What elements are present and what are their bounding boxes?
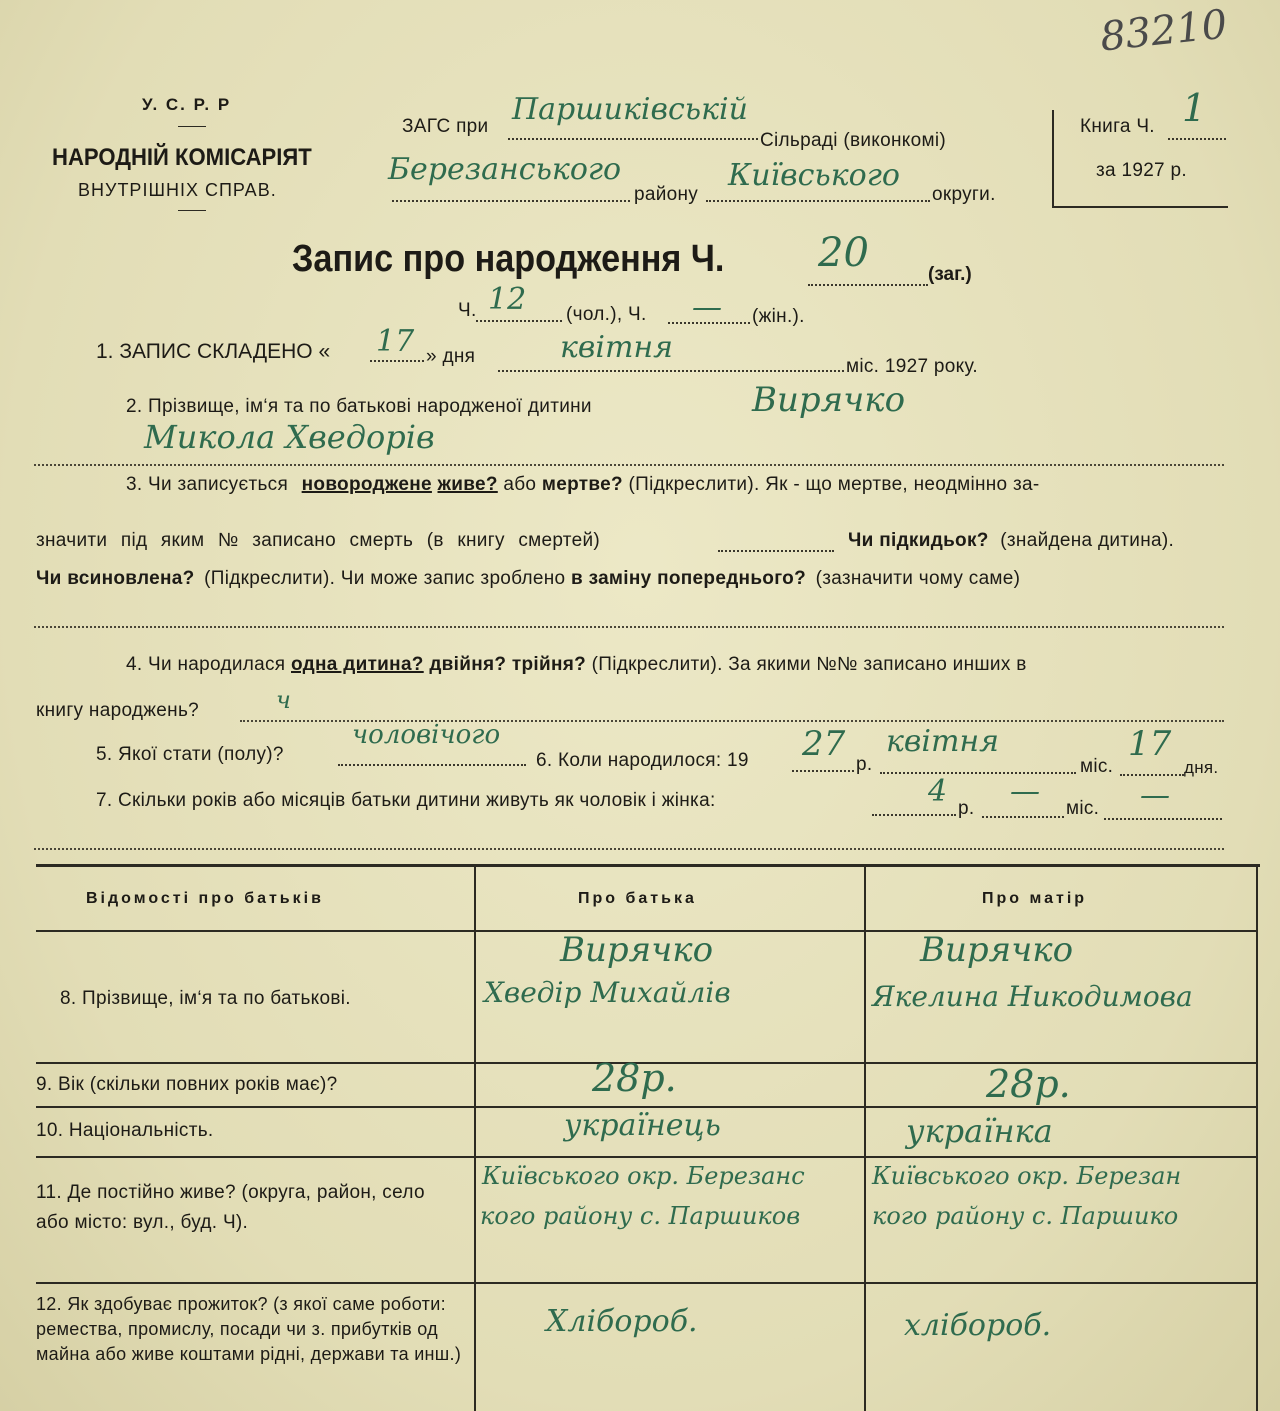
q4-l1a: 4. Чи народилася [126,654,286,675]
table-header-father: Про батька [578,890,697,907]
commissariat-subtitle: ВНУТРІШНІХ СПРАВ. [78,180,277,200]
row-11-mother-line1: Київського окр. Березан [872,1162,1182,1190]
q3-line1 [126,474,1040,496]
q7-r: р. [958,798,975,819]
q5-sex-line [338,764,526,766]
row-11-mother-line2: кого району с. Паршико [872,1202,1179,1230]
q3-l2c: (знайдена дитина). [1000,530,1175,551]
q5-sex: чоловічого [352,720,501,750]
q3-l2a: значити під яким № записано смерть (в книгу смертей) [36,530,600,551]
q4-single: одна дитина? [291,654,424,675]
q5-label: 5. Якої стати (полу)? [96,744,284,765]
row-8-mother-surname: Вирячко [920,930,1074,970]
male-label: (чол.), Ч. [566,304,647,325]
zags-prefix: ЗАГС при [402,116,489,137]
record-number-line [808,284,928,286]
issuer-divider-bottom [178,210,206,211]
q7-extra-line [1104,818,1222,820]
zags-district: Березанського [388,152,622,187]
row-10-mother: українка [906,1112,1053,1150]
q6-month: квітня [886,724,1000,759]
q7-years: 4 [928,774,948,809]
q7-extra: — [1140,778,1170,813]
row-12-mother: хлібороб. [904,1308,1052,1343]
q3-l1f: (Підкреслити). Як - що мертве, неодмінно за- [628,474,1040,495]
q1-month-line [498,370,844,372]
female-no: — [692,290,722,325]
q1-month: квітня [560,330,674,365]
row-10-bottom [36,1156,1258,1158]
q6-dnya: дня. [1184,758,1219,777]
q3-alive: живе? [437,474,498,495]
q7-mis: міс. [1066,798,1100,819]
book-label: Книга Ч. [1080,116,1155,137]
q4-line1 [126,654,1027,676]
row-8-mother-name: Якелина Никодимова [872,980,1193,1013]
row-8-father-surname: Вирячко [560,930,714,970]
child-name: Микола Хведорів [144,418,435,456]
q4-answer: ч [276,686,291,714]
book-number-line [1168,138,1226,140]
q6-day-line [1120,774,1184,776]
q3-l2b: Чи підкидьок? [848,530,989,551]
row-12-father: Хлібороб. [546,1304,698,1339]
row-12-label: 12. Як здобуває прожиток? (з якої саме роботи: ремества, промислу, посади чи з. прибутків од майна або живе коштами рідні, держави та инш.) [36,1294,462,1364]
q3-death-line [718,550,834,552]
zags-council: Сільраді (виконкомі) [760,130,946,151]
q7-years-line [872,814,956,816]
book-year: за 1927 р. [1096,160,1187,181]
zags-okrug-label: округи. [932,184,996,205]
row-8-father-name: Хведір Михайлів [484,976,731,1009]
issuer-divider-top [178,126,206,127]
q6-year: 27 [802,724,846,764]
q1-day-line [370,360,424,362]
q1-label: 1. ЗАПИС СКЛАДЕНО « [96,340,331,363]
q3-dead: мертве? [541,474,623,495]
male-no-line [476,320,562,322]
q1-day-suffix: » дня [426,346,476,367]
q4-line2: книгу народжень? [36,700,200,721]
q4-l1e: (Підкреслити). За якими №№ записано инших в [591,654,1027,675]
row-11-bottom [36,1282,1258,1284]
table-right-border [1256,866,1258,1411]
zags-district-label: району [634,184,699,205]
q4-twins: двійня? [429,654,507,675]
zags-okrug-line [706,200,930,202]
q3-replacement: в заміну попереднього? [571,568,806,589]
zags-village-line [508,138,758,140]
q1-day: 17 [376,324,415,359]
book-box-left [1052,110,1054,208]
table-col-divider-1 [474,866,476,1411]
q3-or: або [503,474,537,495]
record-number-suffix: (заг.) [928,264,972,285]
female-label: (жін.). [752,306,805,327]
q1-year: міс. 1927 року. [846,356,978,377]
q3-adopted: Чи всиновлена? [36,568,195,589]
zags-district-line [392,200,630,202]
q2-label: 2. Прізвище, ім‘я та по батькові народженої дитини [126,396,592,417]
q3-line3 [36,568,1020,590]
q6-year-line [792,770,854,772]
book-box-bottom [1052,206,1228,208]
q6-day: 17 [1128,724,1172,764]
q7-months-line [982,816,1064,818]
row-10-father: українець [564,1108,721,1143]
q7-label: 7. Скільки років або місяців батьки дитини живуть як чоловік і жінка: [96,790,716,811]
q6-r: р. [856,754,873,775]
row-9-mother: 28р. [986,1062,1071,1106]
book-number: 1 [1182,86,1207,130]
q3-l3d: (зазначити чому саме) [815,568,1021,589]
q3-l1a: 3. Чи записується [126,474,289,495]
q3-line [34,626,1224,628]
row-9-label: 9. Вік (скільки повних років має)? [36,1074,338,1095]
q6-month-line [880,772,1076,774]
q3-newborn: новороджене [301,474,432,495]
table-header-info: Відомості про батьків [86,890,324,907]
q2-line [34,464,1224,466]
q7-line [34,848,1224,850]
row-8-label: 8. Прізвище, ім‘я та по батькові. [60,988,351,1009]
q6-label: 6. Коли народилося: 19 [536,750,749,771]
table-header-mother: Про матір [982,890,1088,907]
zags-village: Паршиківській [512,92,748,127]
row-11-father-line1: Київського окр. Березанс [482,1162,805,1190]
q7-months: — [1010,774,1040,809]
republic-label: У. С. Р. Р [142,95,232,114]
record-number: 20 [818,230,869,276]
ch-label: Ч. [458,300,477,321]
male-no: 12 [488,282,527,317]
row-10-label: 10. Національність. [36,1120,214,1141]
row-11-father-line2: кого району с. Паршиков [480,1202,801,1230]
archive-number: 83210 [1097,1,1230,61]
table-col-divider-2 [864,866,866,1411]
row-9-father: 28р. [592,1056,677,1100]
row-11-label: 11. Де постійно живе? (округа, район, село або місто: вул., буд. Ч). [36,1182,425,1233]
commissariat-title: НАРОДНІЙ КОМІСАРІЯТ [52,144,312,171]
q3-foundling [848,530,1174,552]
record-title: Запис про народження Ч. [292,238,725,280]
table-top-border [36,864,1260,867]
q4-triplets: трійня? [511,654,587,675]
q3-l3b: (Підкреслити). Чи може запис зроблено [204,568,566,589]
child-surname: Вирячко [752,380,906,420]
q6-mis: міс. [1080,756,1114,777]
zags-okrug: Київського [728,158,900,193]
